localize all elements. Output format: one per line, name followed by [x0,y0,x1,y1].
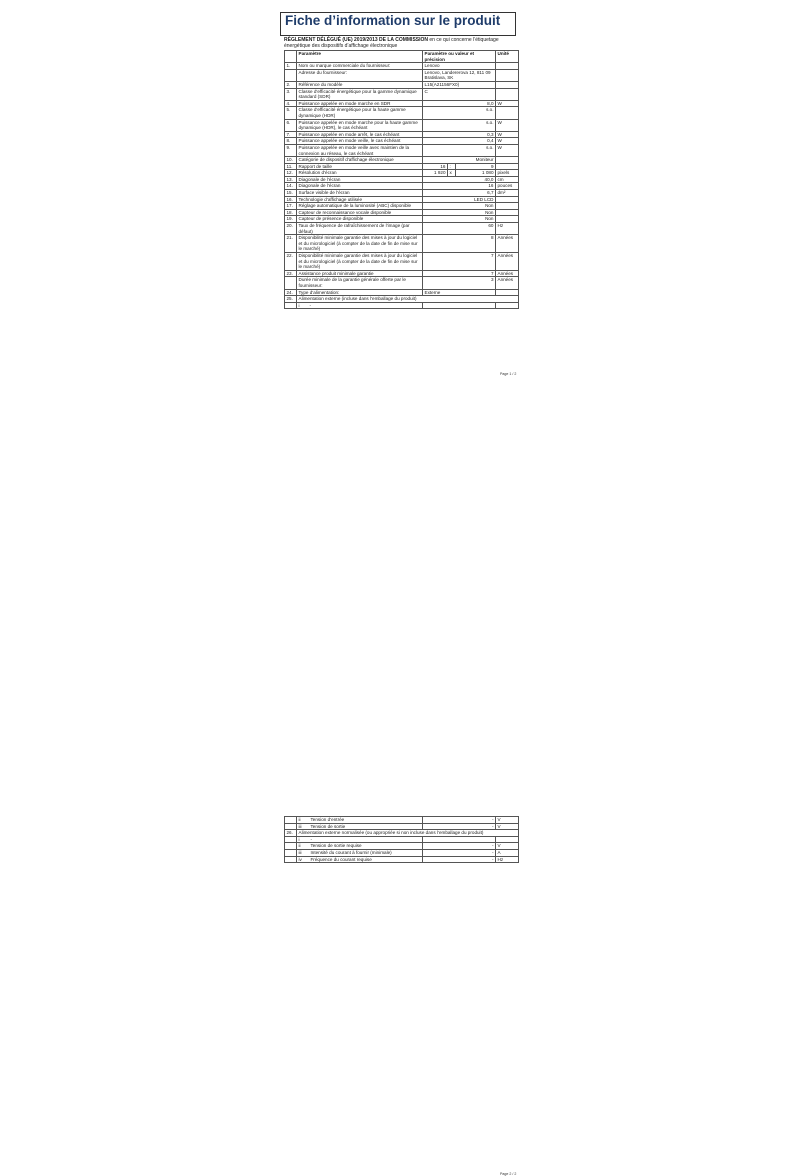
table-row [285,81,519,88]
sub-index: ii [298,817,301,822]
row-parameter: Catégorie de dispositif d’affichage électronique [297,157,423,164]
row-value: 7 [423,253,496,271]
row-unit [496,81,519,88]
table-row [285,138,519,145]
row-number [285,277,297,289]
row-number: 8. [285,138,297,145]
row-parameter: Disponibilité minimale garantie des mises à jour du logiciel et du micrologiciel (à compter de la date de fin de mise sur le marché) [297,253,423,271]
row-unit: Années [496,253,519,271]
row-value: 40,0 [423,176,496,183]
row-parameter: Alimentation externe normalisée (ou appropriée si non incluse dans l’emballage du produit) [297,830,519,837]
row-value [423,836,496,843]
row-unit [496,88,519,100]
row-value: s.o. [423,119,496,131]
row-unit [496,302,519,309]
table-row [285,203,519,210]
page-title: Fiche d’information sur le produit [285,13,501,28]
row-parameter: Diagonale de l’écran [297,176,423,183]
table-row [285,270,519,277]
row-value [423,302,496,309]
row-parameter: Diagonale de l’écran [297,183,423,190]
table-row [285,107,519,119]
row-unit: Hz [496,223,519,235]
row-unit: W [496,138,519,145]
sub-index: iv [298,856,302,862]
table-row [285,190,519,197]
row-unit [496,69,519,81]
row-number: 6. [285,119,297,131]
row-parameter: Puissance appelée en mode veille, le cas échéant [297,138,423,145]
table-header-row [285,51,519,63]
row-unit: V [496,823,519,830]
row-number: 26. [285,830,297,837]
sub-index: ii [298,843,301,849]
table-row [285,817,519,824]
table-row [285,157,519,164]
table-row [285,170,519,177]
row-value-separator: x [448,170,456,177]
row-parameter: Alimentation externe (incluse dans l’emballage du produit) [297,296,519,303]
row-parameter: Capteur de reconnaissance vocale disponible [297,209,423,216]
row-parameter: Classe d’efficacité énergétique pour la gamme dynamique standard (SDR) [297,88,423,100]
row-value-b: 9 [456,163,496,170]
row-parameter [297,836,423,843]
row-parameter [297,843,423,850]
row-number: 14. [285,183,297,190]
row-value: Lenovo [423,63,496,70]
row-number [285,817,297,824]
row-number: 12. [285,170,297,177]
sub-index: iii [298,823,302,829]
row-parameter: Technologie d’affichage utilisée [297,196,423,203]
sub-parameter: Tension de sortie [310,823,346,829]
row-unit [496,203,519,210]
regulation-bold: RÈGLEMENT DÉLÉGUÉ (UE) 2019/2013 DE LA COMMISSION [284,37,429,43]
sub-parameter: Fréquence du courant requise [310,856,372,862]
row-unit [496,196,519,203]
row-unit [496,163,519,170]
row-unit [496,216,519,223]
row-parameter: Puissance appelée en mode veille avec maintien de la connexion au réseau, le cas échéant [297,144,423,156]
row-parameter: Durée minimale de la garantie générale offerte par le fournisseur: [297,277,423,289]
header-unit: Unité [496,51,519,63]
table-row [285,69,519,81]
row-number: 9. [285,144,297,156]
table-row [285,277,519,289]
row-unit: A [496,849,519,856]
row-parameter: Type d’alimentation: [297,289,423,296]
row-unit: cm [496,176,519,183]
row-number: 10. [285,157,297,164]
row-parameter: Capteur de présence disponible [297,216,423,223]
table-row [285,253,519,271]
row-number: 23. [285,270,297,277]
row-unit: W [496,119,519,131]
row-value: - [423,823,496,830]
sub-parameter: Tension d’entrée [310,817,345,822]
table-row [285,823,519,830]
table-row [285,163,519,170]
row-number [285,856,297,863]
row-number: 5. [285,107,297,119]
row-number: 13. [285,176,297,183]
page-number: Page 1 / 2 [500,372,517,376]
row-parameter: Disponibilité minimale garantie des mises à jour du logiciel et du micrologiciel (à compter de la date de fin de mise sur le marché) [297,235,423,253]
regulation-rest: en ce qui concerne l’étiquetage énergétique des dispositifs d’affichage électronique [284,37,499,50]
row-number: 24. [285,289,297,296]
row-number: 21. [285,235,297,253]
sub-parameter: Intensité du courant à fournir (minimale) [310,849,392,855]
row-parameter: Puissance appelée en mode marche pour la haute gamme dynamique (HDR), le cas échéant [297,119,423,131]
header-number [285,51,297,63]
table-row [285,216,519,223]
regulation-text [284,37,518,50]
row-parameter [297,849,423,856]
row-value: L15(A21156FX0) [423,81,496,88]
row-value-a: 16 [423,163,448,170]
row-unit: V [496,843,519,850]
row-value: s.o. [423,107,496,119]
table-row [285,289,519,296]
row-number [285,836,297,843]
table-row [285,196,519,203]
row-unit [496,289,519,296]
row-value: Lenovo, Landererova 12, 811 09 Bratislava, SK [423,69,496,81]
row-number [285,823,297,830]
row-parameter [297,302,423,309]
row-number [285,69,297,81]
row-parameter: Puissance appelée en mode marche en SDR [297,100,423,107]
row-unit: pixels [496,170,519,177]
row-unit: pouces [496,183,519,190]
table-row [285,100,519,107]
row-parameter: Résolution d’écran [297,170,423,177]
row-unit: W [496,100,519,107]
row-value: 8,0 [423,100,496,107]
row-parameter: Référence du modèle [297,81,423,88]
row-number: 25. [285,296,297,303]
row-number [285,843,297,850]
table-row [285,209,519,216]
row-number: 17. [285,203,297,210]
table-row [285,131,519,138]
row-parameter: Puissance appelée en mode arrêt, le cas échéant [297,131,423,138]
table-row [285,296,519,303]
row-number: 11. [285,163,297,170]
row-unit: Années [496,270,519,277]
row-number: 20. [285,223,297,235]
row-parameter: Surface visible de l’écran [297,190,423,197]
table-row [285,830,519,837]
row-value: 6,7 [423,190,496,197]
header-value: Paramètre ou valeur et précision [423,51,496,63]
row-number: 2. [285,81,297,88]
row-number: 22. [285,253,297,271]
page-number-2: Page 2 / 2 [500,1172,517,1176]
row-number: 1. [285,63,297,70]
row-number: 3. [285,88,297,100]
row-value: 60 [423,223,496,235]
sub-parameter: - [310,836,313,842]
table-row [285,119,519,131]
product-info-table [284,50,519,309]
row-parameter: Adresse du fournisseur: [297,69,423,81]
row-parameter [297,823,423,830]
row-parameter: Assistance produit minimale garantie [297,270,423,277]
table-row [285,183,519,190]
table-row [285,849,519,856]
row-number: 16. [285,196,297,203]
row-unit [496,107,519,119]
row-unit: V [496,817,519,824]
row-value: 3 [423,277,496,289]
document-page-1 [0,0,800,400]
row-number: 15. [285,190,297,197]
row-value: - [423,843,496,850]
row-unit: W [496,131,519,138]
table-row [285,843,519,850]
row-value: - [423,856,496,863]
row-parameter: Classe d’efficacité énergétique pour la haute gamme dynamique (HDR) [297,107,423,119]
row-number: 18. [285,209,297,216]
table-row [285,235,519,253]
row-number: 4. [285,100,297,107]
row-value: - [423,817,496,824]
row-value: s.o. [423,144,496,156]
row-parameter: Réglage automatique de la luminosité (ABC) disponible [297,203,423,210]
row-value: 0,3 [423,131,496,138]
product-info-table-continued [284,816,519,863]
row-parameter: Rapport de taille [297,163,423,170]
row-value: C [423,88,496,100]
row-unit: dm² [496,190,519,197]
table-row [285,88,519,100]
row-unit: W [496,144,519,156]
table-row [285,856,519,863]
sub-index: iii [298,849,302,855]
row-value: 7 [423,270,496,277]
row-value: Moniteur [423,157,496,164]
row-value: Externe [423,289,496,296]
document-page-2 [0,400,800,1176]
header-parameter: Paramètre [297,51,423,63]
sub-parameter: Tension de sortie requise [310,843,362,849]
table-row [285,63,519,70]
row-unit: Années [496,277,519,289]
row-value: LED LCD [423,196,496,203]
row-value: 8 [423,235,496,253]
table-row [285,144,519,156]
row-number [285,849,297,856]
sub-index: i [298,302,300,308]
table-row [285,302,519,309]
sub-index: i [298,836,300,842]
row-number: 19. [285,216,297,223]
table-row [285,223,519,235]
row-value: Non [423,203,496,210]
row-parameter [297,856,423,863]
row-parameter: Taux de fréquence de rafraîchissement de l’image (par défaut) [297,223,423,235]
row-value: Non [423,216,496,223]
row-value-separator: : [448,163,456,170]
row-value: 0,4 [423,138,496,145]
row-number [285,302,297,309]
row-parameter [297,817,423,824]
row-parameter: Nom ou marque commerciale du fournisseur: [297,63,423,70]
row-unit [496,157,519,164]
row-unit: Hz [496,856,519,863]
row-unit [496,63,519,70]
row-unit: Années [496,235,519,253]
row-value: Non [423,209,496,216]
table-row [285,176,519,183]
row-unit [496,209,519,216]
sub-parameter: - [309,302,312,308]
table-row [285,836,519,843]
row-value: 16 [423,183,496,190]
row-number: 7. [285,131,297,138]
row-value-b: 1 080 [456,170,496,177]
row-value-a: 1 920 [423,170,448,177]
row-value: - [423,849,496,856]
row-unit [496,836,519,843]
